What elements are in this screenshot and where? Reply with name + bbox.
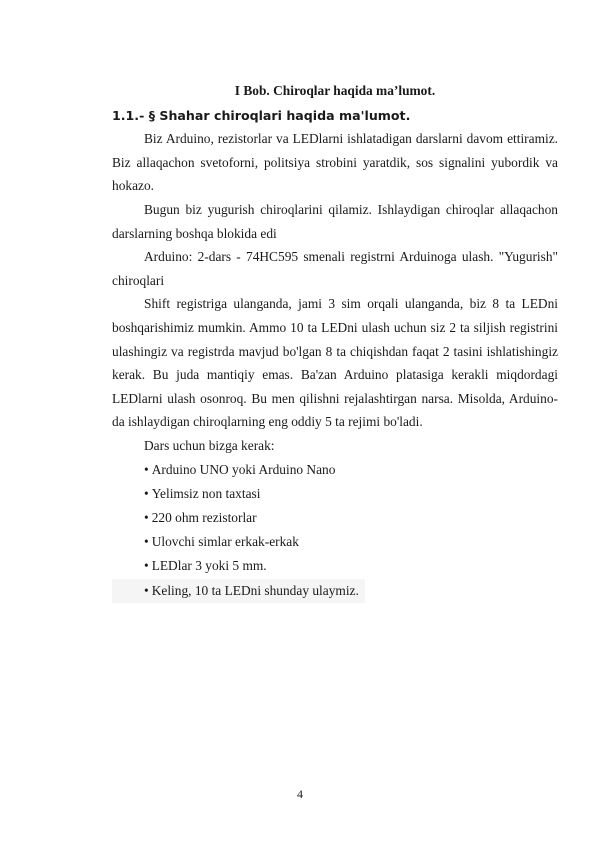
paragraph-lesson-reference: Arduino: 2-dars - 74HC595 smenali registrni Arduinoga ulash. "Yugurish" chiroqlari — [112, 249, 558, 288]
list-item — [112, 482, 558, 506]
list-item-text: LEDlar 3 yoki 5 mm. — [151, 558, 267, 574]
page-content — [112, 79, 558, 603]
list-item-text: 220 ohm rezistorlar — [151, 509, 257, 525]
list-item — [112, 530, 558, 554]
page-number: 4 — [297, 787, 303, 801]
list-item — [112, 579, 365, 603]
list-item-text: Keling, 10 ta LEDni shunday ulaymiz. — [151, 582, 359, 598]
list-item — [112, 554, 558, 578]
chapter-title: I Bob. Chiroqlar haqida ma’lumot. — [234, 83, 436, 98]
list-item — [112, 506, 558, 530]
list-item-text: Yelimsiz non taxtasi — [151, 485, 261, 501]
bullet-icon: • — [144, 558, 149, 574]
paragraph-today: Bugun biz yugurish chiroqlarini qilamiz. Ishlaydigan chiroqlar allaqachon darslarning boshqa blokida edi — [112, 201, 558, 241]
bullet-icon: • — [144, 509, 149, 525]
paragraph-shift-register: Shift registriga ulanganda, jami 3 sim orqali ulanganda, biz 8 ta LEDni boshqarishimiz mumkin. Ammo 10 ta LEDni ulash uchun siz 2 ta siljish registrini ulashingiz va registrda mavjud bo'lgan 8 ta chiqishdan faqat 2 tasini ishlatishingiz kerak. Bu juda mantiqiy emas. Ba'zan Arduino platasiga kerakli miqdordagi LEDlarni ulash osonroq. Bu men qilishni rejalashtirgan narsa. Misolda, Arduino-da ishlaydigan chiroqlarning eng oddiy 5 ta rejimi bo'ladi. — [112, 296, 558, 430]
bullet-icon: • — [144, 534, 149, 550]
bullet-icon: • — [144, 461, 149, 477]
bullet-icon: • — [144, 485, 149, 501]
list-item — [112, 458, 558, 482]
list-item-text: Arduino UNO yoki Arduino Nano — [151, 461, 336, 477]
list-item-text: Ulovchi simlar erkak-erkak — [151, 534, 299, 550]
bullet-icon: • — [144, 582, 149, 598]
section-title: 1.1.- § Shahar chiroqlari haqida ma'lumot. — [112, 107, 411, 123]
paragraph-intro: Biz Arduino, rezistorlar va LEDlarni ishlatadigan darslarni davom ettiramiz. Biz allaqachon svetoforni, politsiya strobini yaratdik, sos signalini yubordik va hokazo. — [112, 131, 558, 194]
list-intro: Dars uchun bizga kerak: — [144, 437, 275, 453]
requirements-list — [112, 458, 558, 603]
